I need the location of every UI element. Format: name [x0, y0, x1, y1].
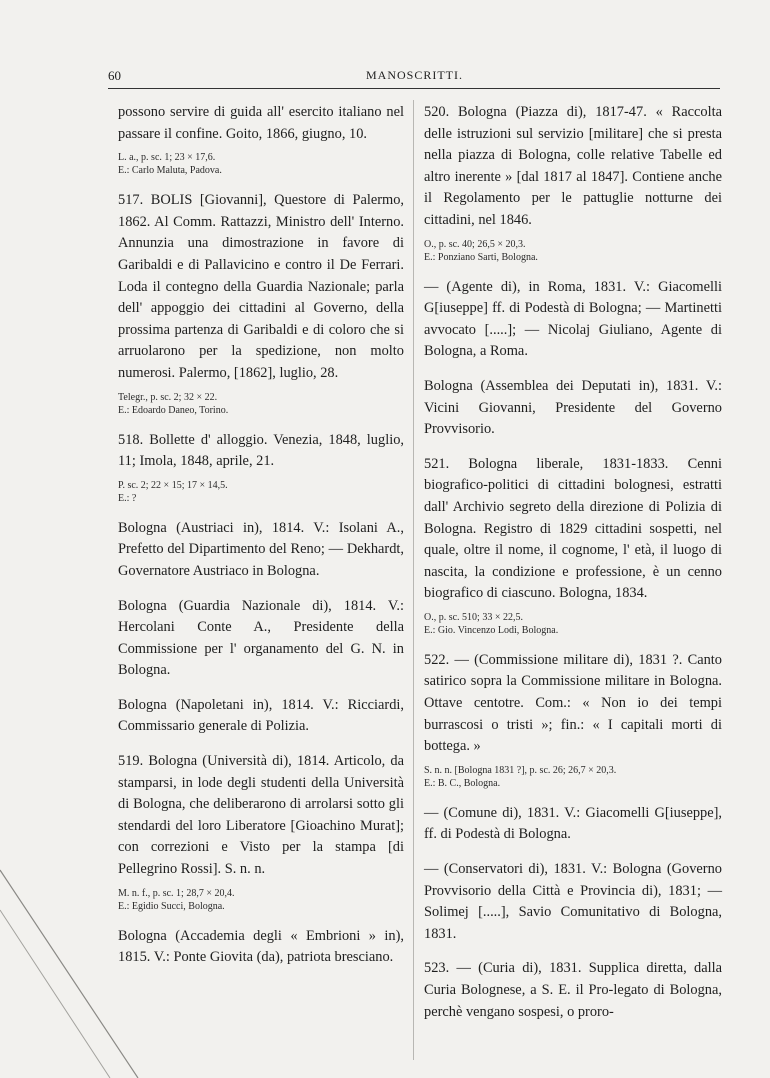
catalog-entry — [424, 650, 722, 790]
catalog-entry — [424, 454, 722, 637]
entry-text: Bologna (Accademia degli « Embrioni » in), 1815. V.: Ponte Giovita (da), patriota bresciano. — [118, 927, 404, 966]
running-head: MANOSCRITTI. — [366, 68, 464, 82]
entry-text: — (Comune di), 1831. V.: Giacomelli G[iuseppe], ff. di Podestà di Bologna. — [424, 804, 722, 843]
entry-note: Telegr., p. sc. 2; 32 × 22. — [118, 391, 218, 403]
entry-text: 517. BOLIS [Giovanni], Questore di Palermo, 1862. Al Comm. Rattazzi, Ministro dell' Interno. Annunzia una dimostrazione in favore di Garibaldi e di Pallavicino e contro il De Ferrari. Loda il contegno della Guardia Nazionale; parla dell' appoggio dei cittadini al Governo, della prossima partenza di Garibaldi e di coloro che si arruolarono per la spedizione, non molto numerosi. Palermo, [1862], luglio, 28. — [118, 192, 404, 381]
catalog-entry — [118, 190, 404, 416]
catalog-entry — [118, 430, 404, 505]
entry-note: E.: Ponziano Sarti, Bologna. — [424, 251, 538, 263]
entry-text: Bologna (Napoletani in), 1814. V.: Ricciardi, Commissario generale di Polizia. — [118, 696, 404, 735]
right-column — [424, 102, 722, 1023]
entry-note: P. sc. 2; 22 × 15; 17 × 14,5. — [118, 479, 228, 491]
entry-text: possono servire di guida all' esercito italiano nel passare il confine. Goito, 1866, giugno, 10. — [118, 104, 404, 142]
entry-text: 519. Bologna (Università di), 1814. Articolo, da stamparsi, in lode degli studenti della Università di Bologna, che deliberarono di arrolarsi sotto gli stendardi del loro Liberatore [Gioachino Murat]; con correzioni e Visto per la stampa [di Pellegrino Rossi]. S. n. n. — [118, 753, 404, 878]
cross-reference — [118, 596, 404, 682]
catalog-entry — [118, 751, 404, 913]
column-divider — [413, 100, 414, 1060]
entry-note: E.: Gio. Vincenzo Lodi, Bologna. — [424, 624, 559, 636]
header-rule — [108, 88, 720, 89]
entry-note: O., p. sc. 40; 26,5 × 20,3. — [424, 238, 526, 250]
entry-note: E.: B. C., Bologna. — [424, 777, 501, 789]
entry-note: E.: Carlo Maluta, Padova. — [118, 165, 222, 177]
cross-reference — [424, 376, 722, 441]
catalog-entry — [424, 102, 722, 264]
entry-note: E.: Egidio Succi, Bologna. — [118, 900, 225, 912]
page-number: 60 — [108, 68, 121, 83]
left-column — [118, 102, 404, 969]
page-fold-mark — [0, 850, 140, 1078]
entry-note: S. n. n. [Bologna 1831 ?], p. sc. 26; 26,7 × 20,3. — [424, 764, 617, 776]
entry-text: Bologna (Austriaci in), 1814. V.: Isolani A., Prefetto del Dipartimento del Reno; — Dekhardt, Governatore Austriaco in Bologna. — [118, 519, 404, 579]
cross-reference — [424, 803, 722, 846]
catalog-entry — [118, 102, 404, 177]
entry-text: Bologna (Guardia Nazionale di), 1814. V.: Hercolani Conte A., Presidente della Commissione per l' organamento del G. N. in Bologna. — [118, 597, 404, 679]
cross-reference — [424, 859, 722, 945]
entry-note: O., p. sc. 510; 33 × 22,5. — [424, 611, 523, 623]
entry-text: 522. — (Commissione militare di), 1831 ?. Canto satirico sopra la Commissione militare in Bologna. Ottave centotre. Com.: « Non io dei tempi burrascosi o tristi »; fin.: « I capitali morti di bottega. » — [424, 651, 722, 755]
entry-note: L. a., p. sc. 1; 23 × 17,6. — [118, 152, 216, 164]
cross-reference — [118, 518, 404, 583]
entry-text: 523. — (Curia di), 1831. Supplica diretta, dalla Curia Bolognese, a S. E. il Pro-legato di Bologna, perchè vengano sospesi, o proro- — [424, 960, 722, 1020]
cross-reference — [118, 695, 404, 738]
cross-reference — [118, 926, 404, 969]
entry-text: — (Agente di), in Roma, 1831. V.: Giacomelli G[iuseppe] ff. di Podestà di Bologna; — Martinetti avvocato [.....]; — Nicolaj Giuliano, Agente di Bologna, a Roma. — [424, 278, 722, 360]
catalog-entry — [424, 958, 722, 1023]
entry-text: 518. Bollette d' alloggio. Venezia, 1848, luglio, 11; Imola, 1848, aprile, 21. — [118, 431, 404, 470]
cross-reference — [424, 277, 722, 363]
entry-note: M. n. f., p. sc. 1; 28,7 × 20,4. — [118, 887, 235, 899]
entry-text: — (Conservatori di), 1831. V.: Bologna (Governo Provvisorio della Città e Provincia di), 1831; — Solimej [.....], Savio Comunitativo di Bologna, 1831. — [424, 861, 722, 942]
entry-note: E.: ? — [118, 492, 137, 504]
entry-text: Bologna (Assemblea dei Deputati in), 1831. V.: Vicini Giovanni, Presidente del Governo Provvisorio. — [424, 377, 722, 438]
entry-note: E.: Edoardo Daneo, Torino. — [118, 404, 229, 416]
entry-text: 520. Bologna (Piazza di), 1817-47. « Raccolta delle istruzioni sul servizio [militare] che si presta nella piazza di Bologna, colle relative Tabelle ed altro inerente » [dal 1817 al 1847]. Contiene anche il Regolamento per le pattuglie notturne dei cittadini, nel 1846. — [424, 104, 722, 228]
entry-text: 521. Bologna liberale, 1831-1833. Cenni biografico-politici di cittadini bolognesi, estratti dall' Archivio segreto della direzione di Polizia di Bologna. Registro di 1829 cittadini sospetti, nel quale, oltre il nome, il cognome, l' età, il luogo di nascita, la condizione e professione, è un cenno biografico di ciascuno. Bologna, 1834. — [424, 455, 722, 602]
